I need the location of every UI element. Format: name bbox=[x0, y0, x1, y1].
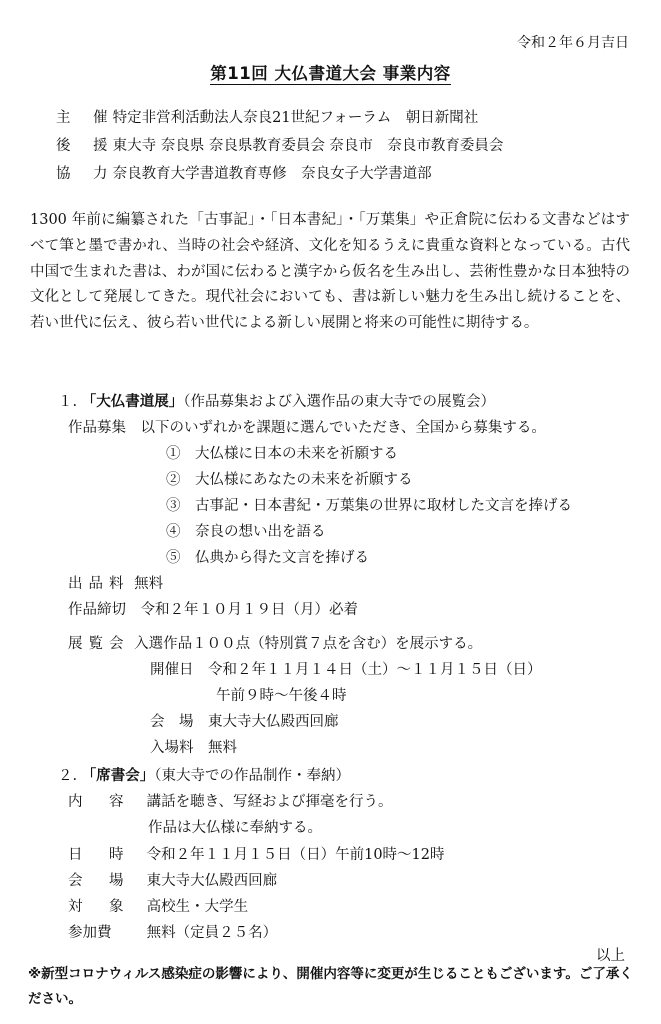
content-row bbox=[68, 790, 393, 811]
datetime-label: 日 時 bbox=[68, 847, 130, 863]
entry-fee-value: 無料 bbox=[134, 576, 164, 592]
organizer-row-host bbox=[56, 106, 478, 127]
issue-date: 令和２年６月吉日 bbox=[517, 35, 629, 51]
section1-name: 「大仏書道展」 bbox=[81, 394, 184, 410]
organizer-value: 東大寺 奈良県 奈良県教育委員会 奈良市 奈良市教育委員会 bbox=[112, 138, 504, 154]
exhibition-venue-row bbox=[150, 710, 339, 731]
theme-item: ② 大仏様にあなたの未来を祈願する bbox=[166, 472, 413, 488]
admission-label: 入場料 bbox=[150, 740, 194, 756]
organizer-row-cooperation bbox=[56, 162, 432, 183]
recruit-label: 作品募集 bbox=[68, 420, 126, 436]
recruit-row bbox=[68, 416, 546, 437]
venue-value: 東大寺大仏殿西回廊 bbox=[146, 873, 278, 889]
recruit-text: 以下のいずれかを課題に選んでいただき、全国から募集する。 bbox=[140, 420, 546, 436]
organizer-label: 主 催 bbox=[56, 110, 112, 126]
participation-fee-label: 参加費 bbox=[68, 925, 112, 941]
organizer-label: 後 援 bbox=[56, 138, 112, 154]
target-row bbox=[68, 895, 248, 916]
organizer-row-support bbox=[56, 134, 503, 155]
exhibition-dates-value: 令和２年１１月１４日（土）～１１月１５日（日） bbox=[208, 662, 542, 678]
section1-subtitle: （作品募集および入選作品の東大寺での展覧会） bbox=[183, 394, 495, 410]
document-title-text: 第11回 大仏書道大会 事業内容 bbox=[210, 64, 451, 83]
covid-notice: ※新型コロナウィルス感染症の影響により、開催内容等に変更が生じることもございます。ご了承ください。 bbox=[28, 966, 633, 1007]
venue-row bbox=[68, 869, 277, 890]
datetime-value: 令和２年１１月１５日（日）午前10時～12時 bbox=[146, 847, 445, 863]
participation-fee-row bbox=[68, 921, 277, 942]
theme-item: ① 大仏様に日本の未来を祈願する bbox=[166, 446, 398, 462]
participation-fee-value: 無料（定員２５名） bbox=[146, 925, 278, 941]
exhibition-row bbox=[68, 632, 482, 653]
content-value: 講話を聴き、写経および揮毫を行う。 bbox=[146, 794, 393, 810]
entry-fee-label: 出品料 bbox=[68, 576, 130, 592]
organizer-label: 協 力 bbox=[56, 166, 112, 182]
admission-value: 無料 bbox=[208, 740, 237, 756]
theme-item: ③ 古事記・日本書紀・万葉集の世界に取材した文言を捧げる bbox=[166, 498, 572, 514]
deadline-value: 令和２年１０月１９日（月）必着 bbox=[140, 602, 358, 618]
exhibition-venue-label: 会 場 bbox=[150, 714, 194, 730]
intro-paragraph: 1300 年前に編纂された「古事記」・「日本書紀」・「万葉集」や正倉院に伝わる文書などはすべて筆と墨で書かれ、当時の社会や経済、文化を知るうえに貴重な資料となっている。古代中国で生まれた書は、わが国に伝わると漢字から仮名を生み出し、芸術性豊かな日本独特の文化として発展してきた。現代社会においても、書は新しい魅力を生み出し続けることを、若い世代に伝え、彼ら若い世代による新しい展開と将来の可能性に期待する。 bbox=[30, 212, 630, 332]
theme-item: ④ 奈良の想い出を語る bbox=[166, 524, 326, 540]
target-value: 高校生・大学生 bbox=[146, 899, 249, 915]
deadline-label: 作品締切 bbox=[68, 602, 126, 618]
deadline-row bbox=[68, 598, 358, 619]
section2-heading bbox=[58, 764, 350, 785]
organizer-value: 奈良教育大学書道教育専修 奈良女子大学書道部 bbox=[112, 166, 432, 182]
exhibition-hours: 午前９時～午後４時 bbox=[216, 688, 347, 704]
document-title bbox=[0, 60, 661, 84]
content-value-2: 作品は大仏様に奉納する。 bbox=[148, 820, 322, 836]
content-label: 内 容 bbox=[68, 794, 130, 810]
section2-number: ２. bbox=[58, 768, 78, 784]
target-label: 対 象 bbox=[68, 899, 130, 915]
section1-heading bbox=[58, 390, 495, 411]
end-mark: 以上 bbox=[596, 948, 625, 964]
section2-name: 「席書会」 bbox=[81, 768, 155, 784]
exhibition-venue-value: 東大寺大仏殿西回廊 bbox=[208, 714, 339, 730]
entry-fee-row bbox=[68, 572, 163, 593]
admission-row bbox=[150, 736, 237, 757]
exhibition-dates-label: 開催日 bbox=[150, 662, 194, 678]
exhibition-dates-row bbox=[150, 658, 542, 679]
exhibition-text: 入選作品１００点（特別賞７点を含む）を展示する。 bbox=[134, 636, 483, 652]
datetime-row bbox=[68, 843, 445, 864]
organizer-value: 特定非営利活動法人奈良21世紀フォーラム 朝日新聞社 bbox=[112, 110, 479, 126]
exhibition-label: 展覧会 bbox=[68, 636, 130, 652]
section2-subtitle: （東大寺での作品制作・奉納） bbox=[154, 768, 350, 784]
section1-number: １. bbox=[58, 394, 78, 410]
venue-label: 会 場 bbox=[68, 873, 130, 889]
theme-item: ⑤ 仏典から得た文言を捧げる bbox=[166, 550, 369, 566]
